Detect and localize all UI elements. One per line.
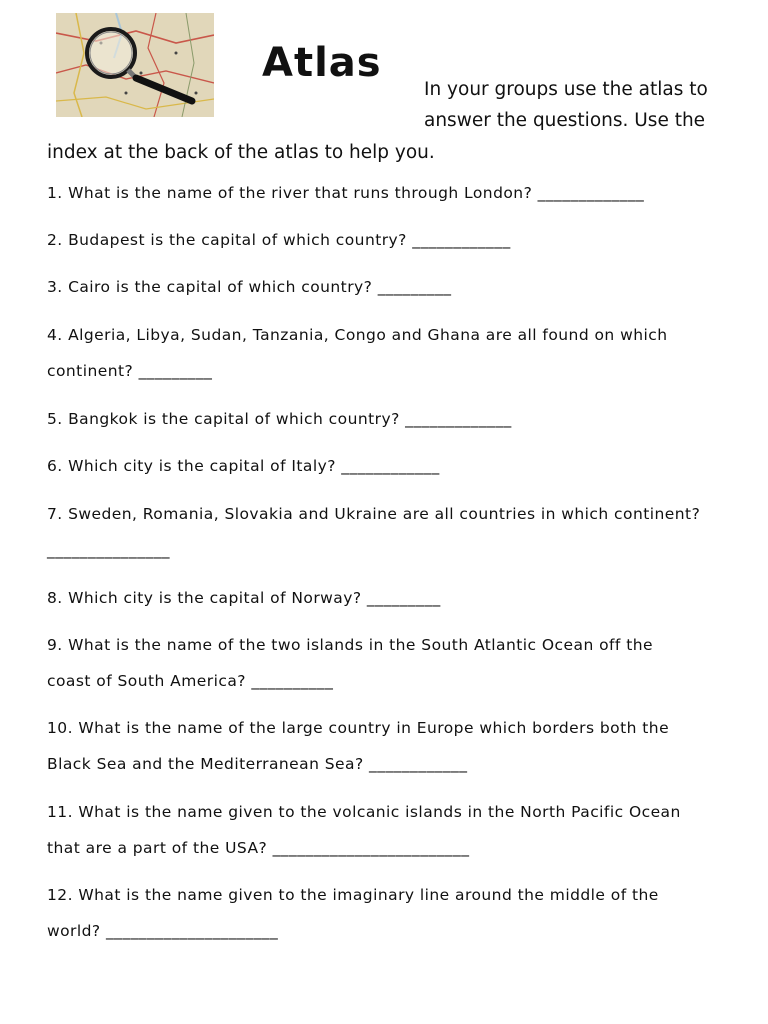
magnifying-glass-icon [56, 13, 214, 117]
instructions-line-1: In your groups use the atlas to [424, 79, 708, 100]
question-text: 11. What is the name given to the volcanic islands in the North Pacific Ocean [47, 803, 681, 821]
question-text: 10. What is the name of the large country in Europe which borders both the [47, 719, 670, 737]
question-text: 9. What is the name of the two islands in the South Atlantic Ocean off the [47, 636, 654, 654]
question-text: 2. Budapest is the capital of which country? ____________ [47, 231, 511, 249]
question-item [47, 580, 441, 616]
question-text-continued: coast of South America? __________ [47, 672, 334, 690]
question-item [47, 175, 644, 211]
instructions-line-2: answer the questions. Use the [424, 110, 706, 131]
question-item [47, 401, 512, 437]
map-magnifier-image [56, 13, 214, 117]
question-text-continued: that are a part of the USA? ________________________ [47, 839, 470, 857]
question-item [47, 496, 700, 568]
question-text: 4. Algeria, Libya, Sudan, Tanzania, Congo and Ghana are all found on which [47, 326, 668, 344]
question-item [47, 627, 653, 699]
question-item [47, 794, 681, 866]
question-text: 1. What is the name of the river that runs through London? _____________ [47, 184, 645, 202]
question-text-continued: continent? _________ [47, 362, 213, 380]
question-text-continued: _______________ [47, 541, 170, 559]
instructions-line-3: index at the back of the atlas to help you. [47, 142, 435, 163]
question-item [47, 877, 659, 949]
question-item [47, 710, 669, 782]
question-item [47, 448, 440, 484]
question-text: 8. Which city is the capital of Norway? _________ [47, 589, 441, 607]
question-text: 6. Which city is the capital of Italy? ____________ [47, 457, 440, 475]
question-item [47, 317, 667, 389]
question-text: 7. Sweden, Romania, Slovakia and Ukraine are all countries in which continent? [47, 505, 701, 523]
question-text-continued: world? _____________________ [47, 922, 279, 940]
question-item [47, 222, 511, 258]
page-title: Atlas [262, 40, 382, 86]
question-item [47, 269, 452, 305]
question-text: 12. What is the name given to the imaginary line around the middle of the [47, 886, 659, 904]
question-text-continued: Black Sea and the Mediterranean Sea? ____________ [47, 755, 468, 773]
question-text: 3. Cairo is the capital of which country? _________ [47, 278, 452, 296]
question-text: 5. Bangkok is the capital of which country? _____________ [47, 410, 512, 428]
